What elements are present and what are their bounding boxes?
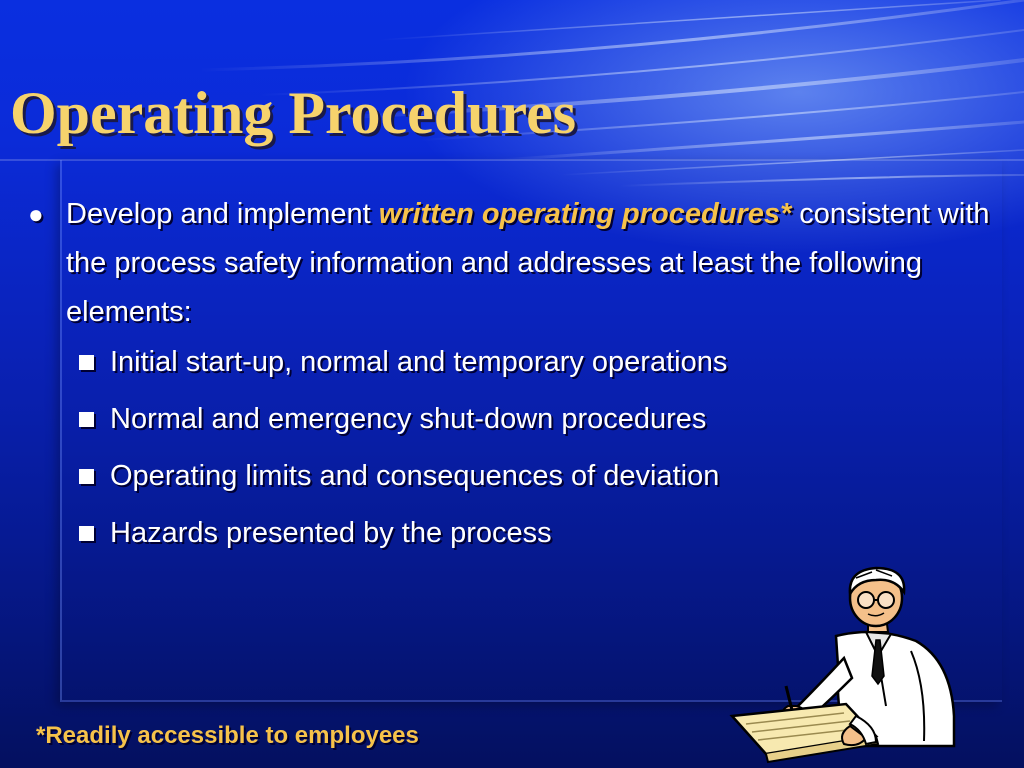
square-bullet-icon [79,526,94,541]
bullet-marker-icon: ● [28,199,44,229]
sub-bullet-item [76,459,1003,493]
square-bullet-icon [79,355,94,370]
sub-bullet-text: Normal and emergency shut-down procedures [110,403,707,435]
sub-bullet-item [76,516,1003,550]
slide-body [28,190,1003,573]
sub-bullet-text: Operating limits and consequences of deviation [110,460,720,492]
square-bullet-icon [79,412,94,427]
scientist-writing-clipart [726,566,962,766]
sub-bullet-item [76,345,1003,379]
footnote: *Readily accessible to employees [36,722,419,749]
sub-bullet-text: Hazards presented by the process [110,517,552,549]
sub-bullet-list [76,345,1003,550]
sub-bullet-text: Initial start-up, normal and temporary operations [110,346,728,378]
main-bullet-emphasis: written operating procedures* [378,198,792,230]
main-bullet [28,190,1003,337]
slide-title: Operating Procedures [10,80,577,146]
square-bullet-icon [79,469,94,484]
main-bullet-trailing-text: consistent with the process safety information and addresses at least the following elements: [66,198,990,328]
sub-bullet-item [76,402,1003,436]
main-bullet-lead-text: Develop and implement [66,198,379,230]
